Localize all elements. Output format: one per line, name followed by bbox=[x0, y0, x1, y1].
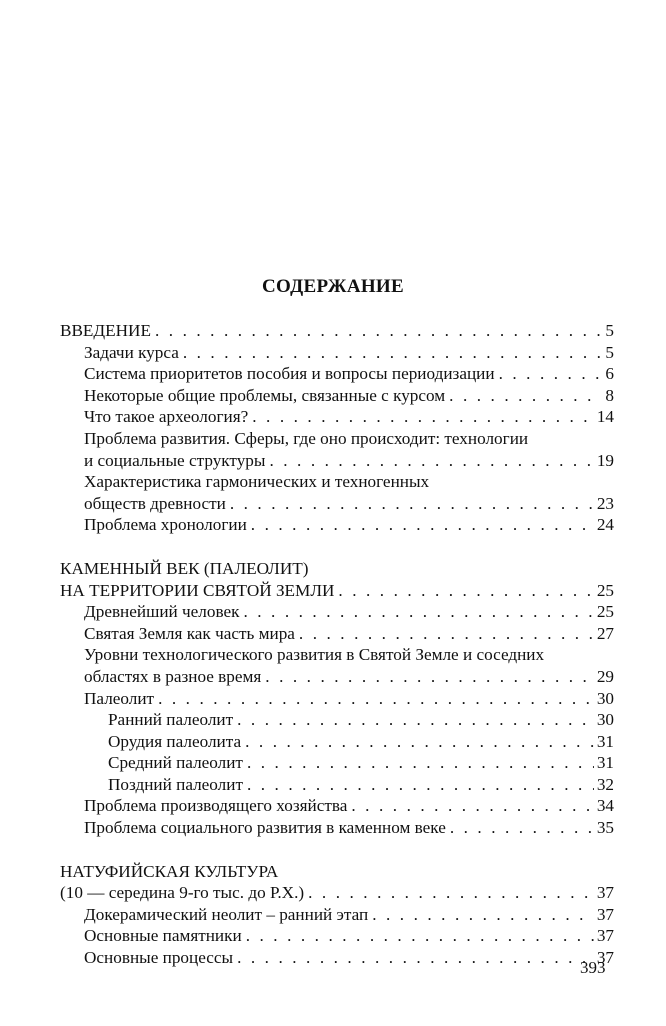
toc-entry-page: 32 bbox=[596, 774, 614, 794]
dot-leader bbox=[269, 450, 593, 472]
toc-section bbox=[60, 861, 614, 969]
toc-entry bbox=[60, 752, 614, 774]
toc-entry-title: Докерамический неолит – ранний этап bbox=[84, 904, 369, 924]
dot-leader bbox=[351, 795, 593, 817]
toc-entry-page: 8 bbox=[605, 385, 614, 405]
toc-entry-title: Основные памятники bbox=[84, 926, 242, 946]
toc-entry-page: 23 bbox=[596, 493, 614, 513]
toc-entry bbox=[60, 666, 614, 688]
dot-leader bbox=[247, 752, 594, 774]
dot-leader bbox=[299, 623, 594, 645]
toc-entry bbox=[60, 406, 614, 428]
toc-entry-line: Проблема развития. Сферы, где оно происходит: технологии bbox=[84, 428, 529, 448]
toc-entry-title: ВВЕДЕНИЕ bbox=[60, 321, 151, 340]
toc-entry bbox=[60, 385, 614, 407]
toc-entry bbox=[60, 709, 614, 731]
toc-entry-page: 37 bbox=[596, 904, 614, 924]
toc-entry-page: 37 bbox=[596, 883, 614, 903]
toc-entry bbox=[60, 342, 614, 364]
dot-leader bbox=[252, 406, 594, 428]
toc-entry-title: Система приоритетов пособия и вопросы периодизации bbox=[84, 364, 495, 384]
toc-entry-page: 35 bbox=[596, 818, 614, 838]
toc-entry-page: 30 bbox=[596, 710, 614, 730]
toc-entry-title: Святая Земля как часть мира bbox=[84, 623, 295, 643]
page-title: СОДЕРЖАНИЕ bbox=[262, 276, 404, 297]
toc-entry-page: 30 bbox=[596, 688, 614, 708]
dot-leader bbox=[265, 666, 594, 688]
dot-leader bbox=[237, 947, 594, 969]
toc-entry-line: Уровни технологического развития в Святой Земле и соседних bbox=[84, 645, 545, 665]
toc-entry-page: 29 bbox=[596, 666, 614, 686]
toc-entry-page: 37 bbox=[596, 948, 614, 968]
toc-entry-page: 31 bbox=[596, 731, 614, 751]
toc-entry-title: Средний палеолит bbox=[108, 753, 243, 773]
page-number: 393 bbox=[580, 958, 606, 977]
toc-entry-title: Проблема хронологии bbox=[84, 515, 247, 535]
toc-entry bbox=[60, 450, 614, 472]
toc-entry-title: Орудия палеолита bbox=[108, 731, 242, 751]
toc-entry-line: НАТУФИЙСКАЯ КУЛЬТУРА bbox=[60, 861, 279, 881]
dot-leader bbox=[245, 731, 594, 753]
dot-leader bbox=[158, 688, 594, 710]
toc-entry bbox=[60, 601, 614, 623]
toc-entry-page: 24 bbox=[596, 515, 614, 535]
toc-entry-title: НА ТЕРРИТОРИИ СВЯТОЙ ЗЕМЛИ bbox=[60, 580, 335, 600]
table-of-contents bbox=[60, 320, 614, 969]
toc-entry bbox=[60, 493, 614, 515]
section-gap bbox=[60, 839, 614, 861]
dot-leader bbox=[243, 601, 593, 623]
toc-entry-page: 6 bbox=[605, 364, 614, 384]
toc-entry-line: Характеристика гармонических и техногенных bbox=[84, 472, 430, 492]
section-gap bbox=[60, 536, 614, 558]
toc-entry-line: КАМЕННЫЙ ВЕК (ПАЛЕОЛИТ) bbox=[60, 558, 309, 578]
toc-entry-title: Некоторые общие проблемы, связанные с курсом bbox=[84, 385, 446, 405]
toc-entry bbox=[60, 795, 614, 817]
toc-entry bbox=[60, 514, 614, 536]
toc-entry-title: Основные процессы bbox=[84, 948, 234, 968]
toc-entry-page: 19 bbox=[596, 450, 614, 470]
dot-leader bbox=[246, 925, 594, 947]
dot-leader bbox=[251, 514, 594, 536]
toc-entry-title: областях в разное время bbox=[84, 666, 262, 686]
toc-section bbox=[60, 558, 614, 839]
toc-entry bbox=[60, 774, 614, 796]
toc-entry bbox=[60, 688, 614, 710]
toc-entry-page: 31 bbox=[596, 753, 614, 773]
dot-leader bbox=[237, 709, 594, 731]
toc-entry-title: Палеолит bbox=[84, 688, 155, 708]
toc-entry-title: Проблема производящего хозяйства bbox=[84, 796, 348, 816]
toc-entry-title: обществ древности bbox=[84, 493, 226, 513]
dot-leader bbox=[450, 817, 594, 839]
toc-entry bbox=[60, 731, 614, 753]
toc-entry-page: 25 bbox=[596, 602, 614, 622]
toc-entry-title: и социальные структуры bbox=[84, 450, 266, 470]
toc-entry bbox=[60, 623, 614, 645]
toc-entry-page: 25 bbox=[596, 580, 614, 600]
toc-entry-page: 37 bbox=[596, 926, 614, 946]
dot-leader bbox=[155, 320, 602, 342]
toc-entry bbox=[60, 817, 614, 839]
toc-entry-page: 5 bbox=[605, 342, 614, 362]
toc-entry-title: Что такое археология? bbox=[84, 407, 249, 427]
toc-entry bbox=[60, 904, 614, 926]
dot-leader bbox=[372, 904, 594, 926]
toc-entry-page: 27 bbox=[596, 623, 614, 643]
toc-heading bbox=[60, 580, 614, 602]
toc-entry-title: (10 — середина 9-го тыс. до Р.Х.) bbox=[60, 883, 305, 903]
toc-entry-page: 14 bbox=[596, 407, 614, 427]
toc-entry-title: Древнейший человек bbox=[84, 602, 240, 622]
toc-entry-title: Проблема социального развития в каменном веке bbox=[84, 818, 446, 838]
toc-section bbox=[60, 320, 614, 536]
toc-heading bbox=[60, 320, 614, 342]
toc-entry-title: Поздний палеолит bbox=[108, 774, 243, 794]
toc-entry-page: 5 bbox=[605, 321, 614, 340]
toc-heading bbox=[60, 882, 614, 904]
toc-entry-title: Задачи курса bbox=[84, 342, 179, 362]
dot-leader bbox=[230, 493, 594, 515]
toc-entry bbox=[60, 947, 614, 969]
toc-entry bbox=[60, 363, 614, 385]
dot-leader bbox=[449, 385, 602, 407]
dot-leader bbox=[183, 342, 603, 364]
dot-leader bbox=[499, 363, 603, 385]
toc-entry bbox=[60, 925, 614, 947]
toc-entry-title: Ранний палеолит bbox=[108, 710, 234, 730]
dot-leader bbox=[247, 774, 594, 796]
dot-leader bbox=[338, 580, 593, 602]
toc-entry-page: 34 bbox=[596, 796, 614, 816]
dot-leader bbox=[308, 882, 594, 904]
